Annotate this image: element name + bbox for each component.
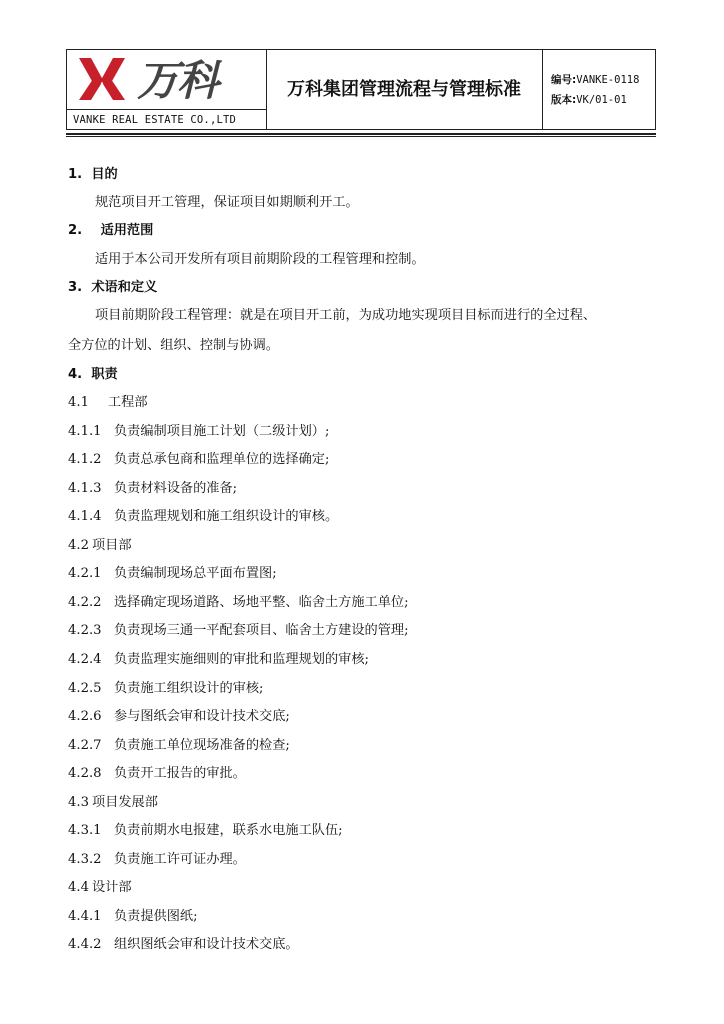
- item-number: 4.2.5: [68, 681, 102, 696]
- item-text: 负责总承包商和监理单位的选择确定;: [114, 452, 330, 467]
- item-number: 4.2.4: [68, 652, 102, 667]
- item-number: 4.2.6: [68, 709, 102, 724]
- list-item: [68, 677, 264, 696]
- list-item: [68, 848, 246, 867]
- title-cell: [266, 50, 543, 129]
- item-text: 项目部: [92, 538, 132, 553]
- item-number: 4.2.7: [68, 738, 102, 753]
- item-text: 选择确定现场道路、场地平整、临舍土方施工单位;: [114, 595, 409, 610]
- header-rule-thin: [66, 136, 656, 137]
- list-item: [68, 762, 246, 781]
- item-text: 负责材料设备的准备;: [114, 481, 238, 496]
- list-item: [68, 505, 338, 524]
- brand-name-en: VANKE REAL ESTATE CO.,LTD: [67, 109, 266, 129]
- item-number: 4.2.8: [68, 766, 102, 781]
- section-heading: 3. 术语和定义: [68, 280, 158, 295]
- item-number: 4.4: [68, 880, 89, 895]
- item-number: 4.2.1: [68, 566, 102, 581]
- item-number: 4.1.1: [68, 424, 102, 439]
- list-item: [68, 562, 277, 581]
- list-item: [68, 477, 237, 496]
- document-title: 万科集团管理流程与管理标准: [287, 79, 521, 100]
- item-text: 负责现场三通一平配套项目、临舍土方建设的管理;: [114, 623, 409, 638]
- item-number: 4.4.2: [68, 937, 102, 952]
- item-number: 4.1.2: [68, 452, 102, 467]
- list-item: [68, 420, 329, 439]
- item-text: 负责施工组织设计的审核;: [114, 681, 264, 696]
- item-text: 组织图纸会审和设计技术交底。: [114, 937, 299, 952]
- item-number: 4.3: [68, 795, 89, 810]
- list-item: [68, 391, 148, 410]
- item-number: 4.1: [68, 395, 89, 410]
- logo-cell: [67, 50, 267, 129]
- item-number: 4.1.3: [68, 481, 102, 496]
- list-item: [68, 705, 290, 724]
- list-item: [68, 819, 343, 838]
- item-number: 4.2.3: [68, 623, 102, 638]
- header-rule: [66, 133, 656, 135]
- item-text: 负责施工许可证办理。: [114, 852, 246, 867]
- item-text: 负责编制现场总平面布置图;: [114, 566, 277, 581]
- item-text: 负责开工报告的审批。: [114, 766, 246, 781]
- item-number: 4.4.1: [68, 909, 102, 924]
- vanke-logo-icon: [77, 54, 127, 104]
- list-item: [68, 905, 198, 924]
- item-text: 项目发展部: [92, 795, 158, 810]
- item-number: 4.1.4: [68, 509, 102, 524]
- section-heading: 4. 职责: [68, 367, 118, 382]
- item-number: 4.3.2: [68, 852, 102, 867]
- doc-code: 编号:VANKE-0118: [551, 74, 640, 86]
- paragraph: 适用于本公司开发所有项目前期阶段的工程管理和控制。: [95, 252, 425, 267]
- item-text: 负责监理规划和施工组织设计的审核。: [114, 509, 339, 524]
- paragraph: 规范项目开工管理，保证项目如期顺利开工。: [95, 195, 359, 210]
- list-item: [68, 448, 329, 467]
- meta-cell: [543, 50, 655, 129]
- list-item: [68, 648, 369, 667]
- item-text: 负责施工单位现场准备的检查;: [114, 738, 290, 753]
- list-item: [68, 591, 409, 610]
- brand-name-cn: 万科: [137, 56, 218, 105]
- item-number: 4.2: [68, 538, 89, 553]
- item-text: 设计部: [92, 880, 132, 895]
- list-item: [68, 876, 132, 895]
- item-number: 4.2.2: [68, 595, 102, 610]
- list-item: [68, 734, 290, 753]
- item-text: 工程部: [108, 395, 148, 410]
- item-text: 参与图纸会审和设计技术交底;: [114, 709, 290, 724]
- item-text: 负责编制项目施工计划（二级计划）;: [114, 424, 330, 439]
- item-text: 负责监理实施细则的审批和监理规划的审核;: [114, 652, 370, 667]
- document-header: [66, 49, 656, 130]
- item-number: 4.3.1: [68, 823, 102, 838]
- list-item: [68, 791, 158, 810]
- item-text: 负责提供图纸;: [114, 909, 198, 924]
- list-item: [68, 534, 132, 553]
- section-heading: 2. 适用范围: [68, 223, 154, 238]
- item-text: 负责前期水电报建，联系水电施工队伍;: [114, 823, 343, 838]
- list-item: [68, 933, 299, 952]
- section-heading: 1. 目的: [68, 167, 118, 182]
- list-item: [68, 619, 409, 638]
- doc-version: 版本:VK/01-01: [551, 94, 627, 106]
- paragraph: 全方位的计划、组织、控制与协调。: [68, 338, 279, 353]
- paragraph: 项目前期阶段工程管理：就是在项目开工前，为成功地实现项目目标而进行的全过程、: [95, 308, 597, 323]
